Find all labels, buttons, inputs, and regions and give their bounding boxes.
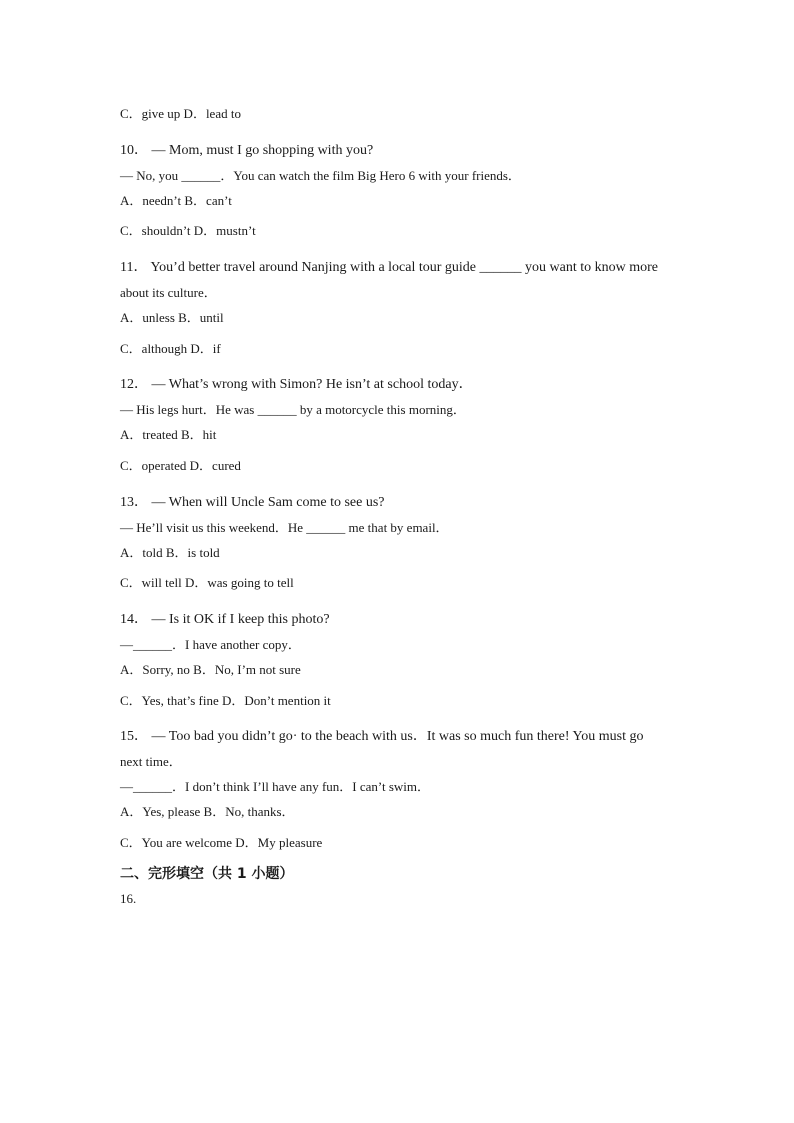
q9-options-cd: C．give up D．lead to [120, 106, 241, 121]
q14-question: 14． — Is it OK if I keep this photo? [120, 612, 330, 627]
q10-options-ab: A．needn’t B．can’t [120, 193, 232, 208]
q14-options-ab: A．Sorry, no B．No, I’m not sure [120, 662, 301, 677]
q14-options-cd: C．Yes, that’s fine D．Don’t mention it [120, 693, 331, 708]
q10-question: 10． — Mom, must I go shopping with you? [120, 143, 374, 158]
q11-question-cont: about its culture． [120, 285, 217, 300]
q10-response: — No, you ______．You can watch the film Big Hero 6 with your friends． [120, 168, 521, 183]
q13-options-ab: A．told B．is told [120, 545, 220, 560]
q13-options-cd: C．will tell D．was going to tell [120, 575, 294, 590]
q12-response: — His legs hurt．He was ______ by a motorcycle this morning． [120, 402, 466, 417]
q15-options-ab: A．Yes, please B．No, thanks． [120, 804, 295, 819]
q15-question-cont: next time． [120, 754, 182, 769]
q15-question: 15． — Too bad you didn’t go· to the beach with us．It was so much fun there! You must go [120, 729, 644, 744]
q10-options-cd: C．shouldn’t D．mustn’t [120, 223, 256, 238]
q14-response: —______．I have another copy． [120, 637, 301, 652]
q16-number: 16. [120, 891, 137, 906]
q15-options-cd: C．You are welcome D．My pleasure [120, 835, 323, 850]
q13-question: 13． — When will Uncle Sam come to see us? [120, 495, 385, 510]
q11-question: 11． You’d better travel around Nanjing with a local tour guide ______ you want to know more [120, 260, 658, 275]
q11-options-ab: A．unless B．until [120, 310, 224, 325]
q13-response: — He’ll visit us this weekend．He ______ me that by email． [120, 520, 449, 535]
q11-options-cd: C．although D．if [120, 341, 221, 356]
q15-response: —______．I don’t think I’ll have any fun．I can’t swim． [120, 779, 431, 794]
section-heading: 二、完形填空（共 1 小题） [120, 866, 294, 882]
q12-question: 12． — What’s wrong with Simon? He isn’t at school today． [120, 377, 473, 392]
q12-options-ab: A．treated B．hit [120, 427, 217, 442]
q12-options-cd: C．operated D．cured [120, 458, 241, 473]
